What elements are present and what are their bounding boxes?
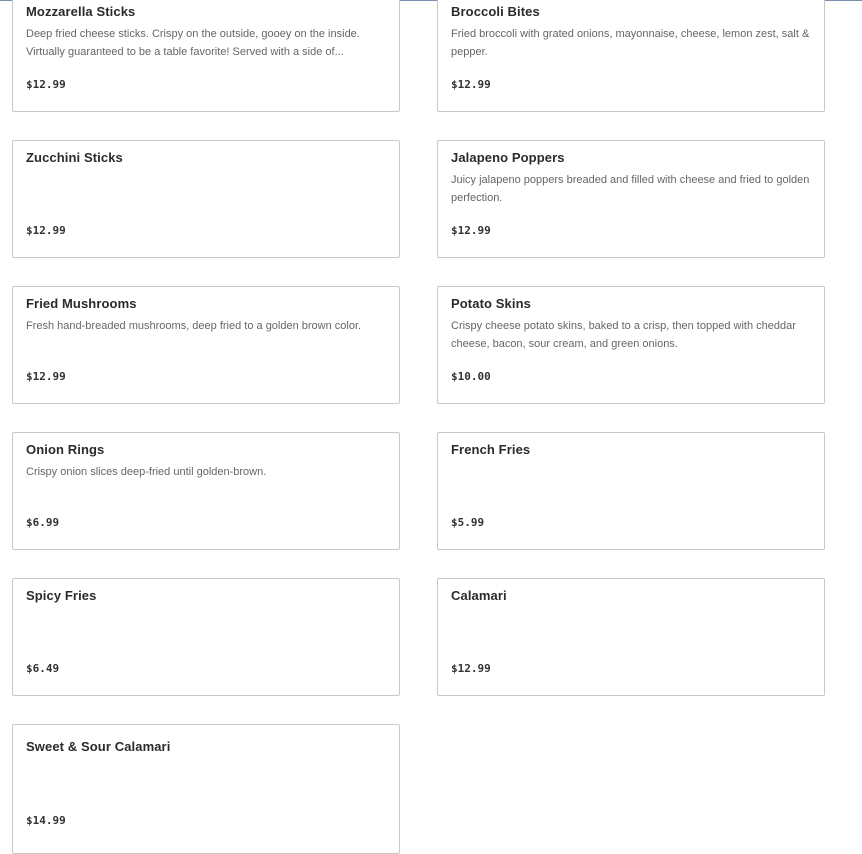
item-price: $5.99 xyxy=(451,516,485,529)
menu-item-card-spicy-fries[interactable] xyxy=(12,578,400,696)
item-name: Calamari xyxy=(451,588,507,603)
item-description: Juicy jalapeno poppers breaded and filled with cheese and fried to golden perfection. xyxy=(451,174,810,204)
item-description: Crispy onion slices deep-fried until golden-brown. xyxy=(26,466,267,478)
item-price: $6.99 xyxy=(26,516,60,529)
item-name: Mozzarella Sticks xyxy=(26,4,136,19)
item-description: Deep fried cheese sticks. Crispy on the outside, gooey on the inside. Virtually guaranteed to be a table favorite! Served with a side of... xyxy=(26,28,360,58)
item-name: Zucchini Sticks xyxy=(26,150,123,165)
menu-item-card-potato-skins[interactable] xyxy=(437,286,825,404)
item-price: $14.99 xyxy=(26,814,66,827)
item-description: Fresh hand-breaded mushrooms, deep fried to a golden brown color. xyxy=(26,320,362,332)
menu-item-card-zucchini-sticks[interactable] xyxy=(12,140,400,258)
item-price: $12.99 xyxy=(26,78,66,91)
menu-item-card-calamari[interactable] xyxy=(437,578,825,696)
menu-item-card-french-fries[interactable] xyxy=(437,432,825,550)
item-price: $12.99 xyxy=(451,78,491,91)
item-description: Crispy cheese potato skins, baked to a crisp, then topped with cheddar cheese, bacon, sour cream, and green onions. xyxy=(451,320,796,350)
item-price: $10.00 xyxy=(451,370,491,383)
item-name: Spicy Fries xyxy=(26,588,97,603)
item-name: French Fries xyxy=(451,442,531,457)
item-name: Potato Skins xyxy=(451,296,531,311)
item-price: $12.99 xyxy=(451,662,491,675)
menu-item-card-mozzarella-sticks[interactable] xyxy=(12,0,400,112)
item-price: $12.99 xyxy=(26,370,66,383)
menu-item-card-jalapeno-poppers[interactable] xyxy=(437,140,825,258)
item-name: Jalapeno Poppers xyxy=(451,150,565,165)
item-name: Fried Mushrooms xyxy=(26,296,137,311)
menu-item-card-broccoli-bites[interactable] xyxy=(437,0,825,112)
item-name: Broccoli Bites xyxy=(451,4,540,19)
menu-item-card-sweet-sour-calamari[interactable] xyxy=(12,724,400,854)
item-name: Onion Rings xyxy=(26,442,105,457)
item-price: $12.99 xyxy=(26,224,66,237)
item-price: $12.99 xyxy=(451,224,491,237)
item-description: Fried broccoli with grated onions, mayonnaise, cheese, lemon zest, salt & pepper. xyxy=(451,28,810,58)
menu-item-card-onion-rings[interactable] xyxy=(12,432,400,550)
item-name: Sweet & Sour Calamari xyxy=(26,739,171,754)
item-price: $6.49 xyxy=(26,662,60,675)
menu-item-card-fried-mushrooms[interactable] xyxy=(12,286,400,404)
